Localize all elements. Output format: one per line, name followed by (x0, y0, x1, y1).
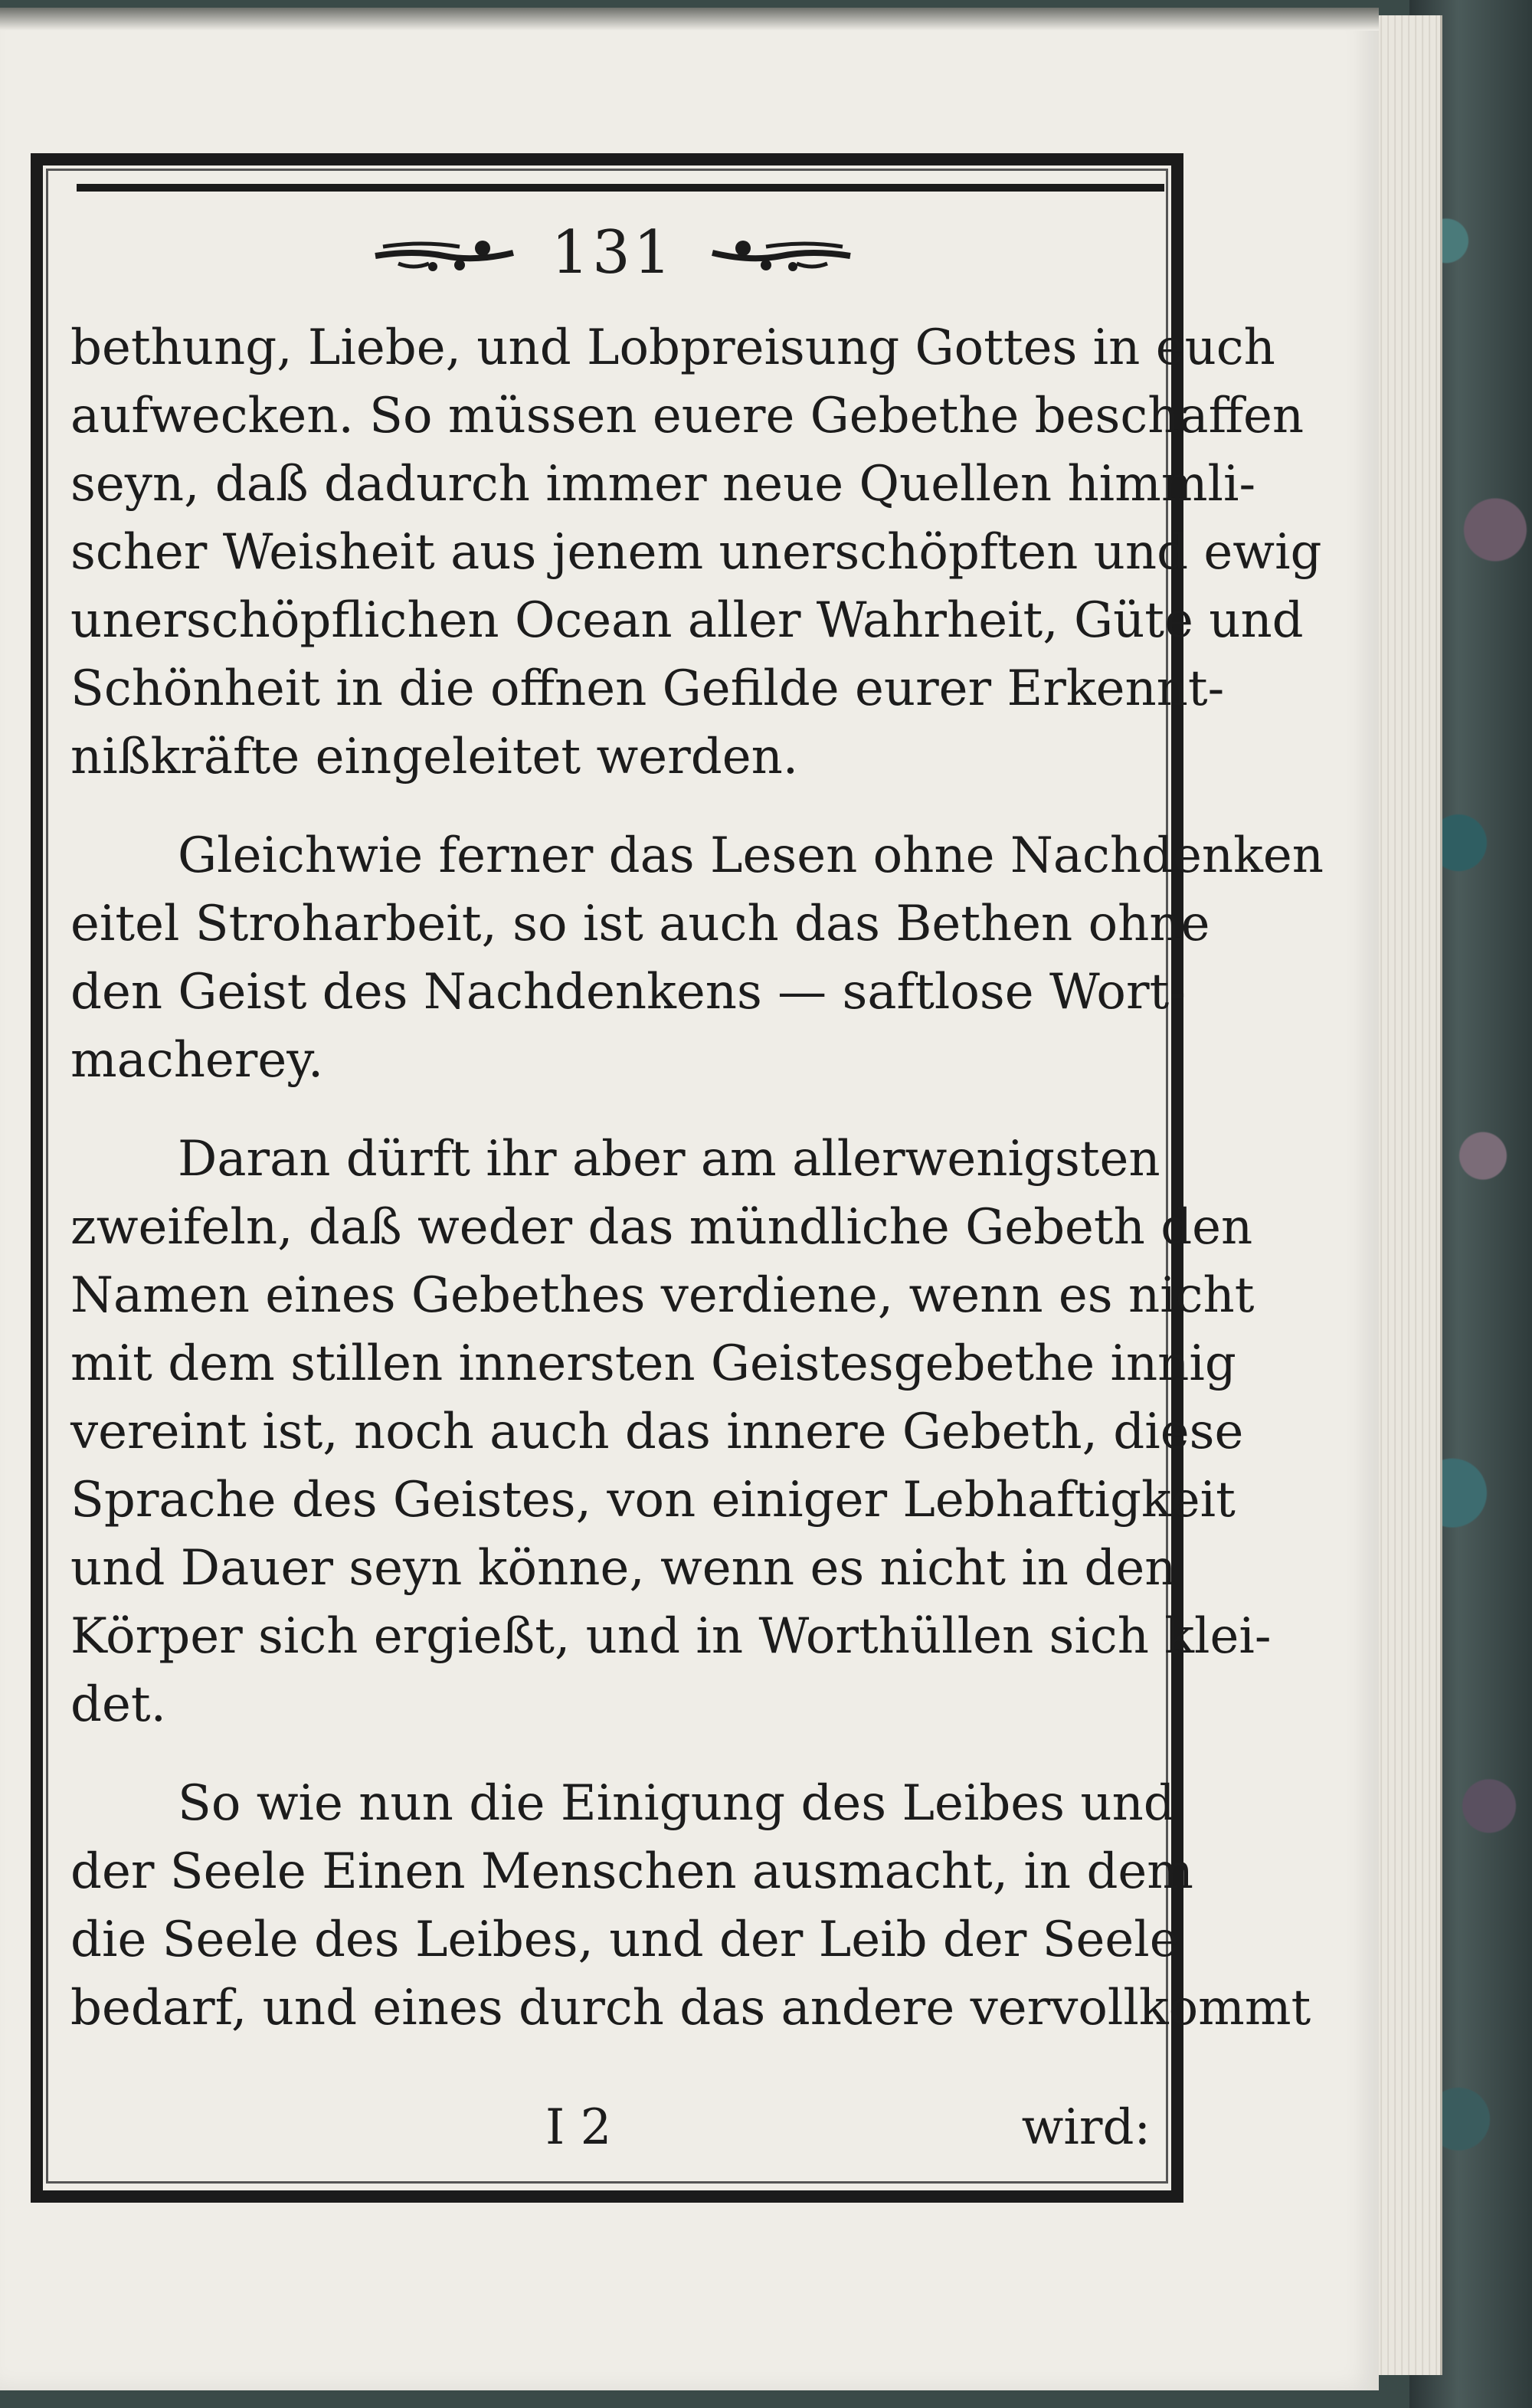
text-line: scher Weisheit aus jenem unerschöpften und ewig (70, 524, 1322, 581)
text-line: bethung, Liebe, und Lobpreisung Gottes in euch (70, 319, 1275, 376)
page-header (77, 211, 1149, 295)
text-line: bedarf, und eines durch das andere vervollkommt (70, 1980, 1311, 2036)
header-rule (77, 184, 1164, 192)
text-line: mit dem stillen innersten Geistesgebethe innig (70, 1335, 1236, 1392)
text-line: nißkräfte eingeleitet werden. (70, 729, 799, 785)
text-line: Namen eines Gebethes verdiene, wenn es nicht (70, 1267, 1255, 1324)
text-line: macherey. (70, 1032, 324, 1089)
fleuron-ornament-icon (705, 230, 858, 276)
text-line: det. (70, 1676, 166, 1733)
catchword: wird: (1021, 2099, 1151, 2156)
text-line: Sprache des Geistes, von einiger Lebhaftigkeit (70, 1472, 1236, 1528)
page-body-text (70, 314, 1324, 2043)
text-line: eitel Stroharbeit, so ist auch das Bethen ohne (70, 896, 1210, 952)
text-line: aufwecken. So müssen euere Gebethe beschaffen (70, 388, 1304, 444)
footer-rule (46, 2191, 1168, 2199)
fleuron-ornament-icon (368, 230, 521, 276)
text-line: der Seele Einen Menschen ausmacht, in dem (70, 1843, 1193, 1900)
text-line: Daran dürft ihr aber am allerwenigsten (178, 1131, 1160, 1188)
text-line: Gleichwie ferner das Lesen ohne Nachdenken (178, 827, 1324, 884)
text-line: und Dauer seyn könne, wenn es nicht in den (70, 1540, 1177, 1597)
signature-mark: I 2 (545, 2099, 612, 2156)
text-line: So wie nun die Einigung des Leibes und (178, 1775, 1175, 1832)
text-line: unerschöpflichen Ocean aller Wahrheit, Güte und (70, 592, 1304, 649)
text-line: vereint ist, noch auch das innere Gebeth, diese (70, 1404, 1244, 1460)
page-footer (70, 2099, 1151, 2167)
text-line: die Seele des Leibes, und der Leib der Seele (70, 1912, 1179, 1968)
page-number: 131 (551, 218, 675, 287)
text-line: seyn, daß dadurch immer neue Quellen himmli- (70, 456, 1256, 513)
text-line: Schönheit in die offnen Gefilde eurer Erkennt- (70, 660, 1225, 717)
page-top-shadow (0, 8, 1379, 31)
text-line: Körper sich ergießt, und in Worthüllen sich klei- (70, 1608, 1272, 1665)
text-line: zweifeln, daß weder das mündliche Gebeth den (70, 1199, 1253, 1256)
text-line: den Geist des Nachdenkens — saftlose Wort- (70, 964, 1186, 1021)
